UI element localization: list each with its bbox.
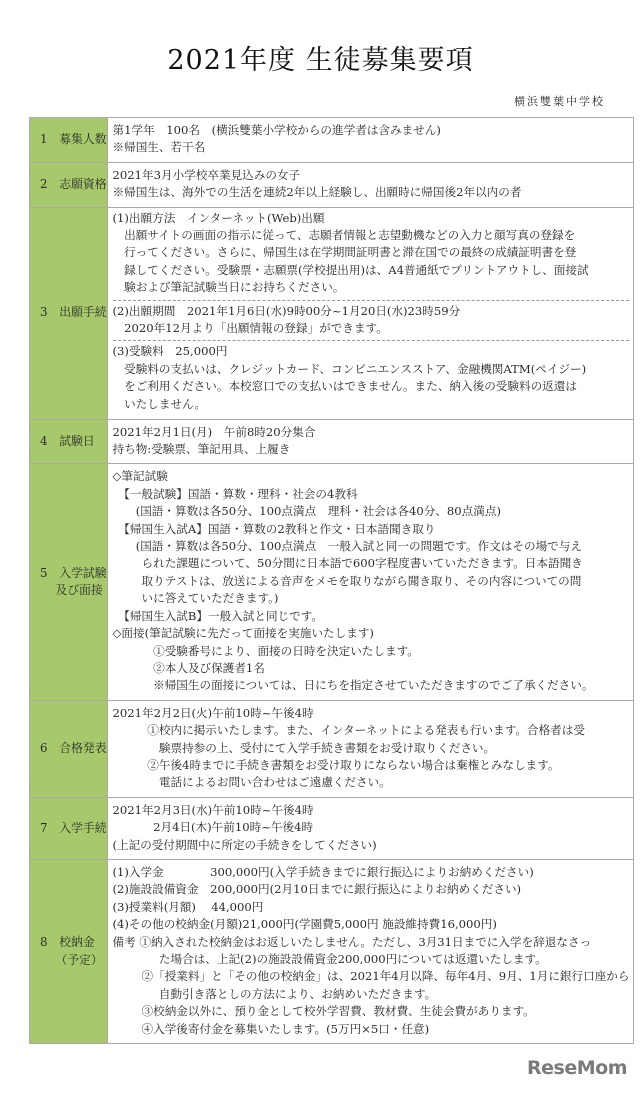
row-content — [107, 419, 634, 464]
content-line: 2020年12月より「出願情報の登録」ができます。 — [124, 321, 388, 336]
content-line: 【帰国生入試A】国語・算数の2教科と作文・日本語聞き取り — [118, 521, 436, 536]
content-line: ④入学後寄付金を募集いたします。(5万円×5口・任意) — [141, 1021, 430, 1036]
row-content — [107, 700, 634, 797]
row-content — [107, 464, 634, 700]
content-line: (4)その他の校納金(月額)21,000円(学園費5,000円 施設維持費16,000円) — [112, 917, 497, 932]
row-label-text: （予定） — [40, 952, 103, 967]
content-line: 取りテストは、放送による音声をメモを取りながら聞き取り、その内容についての問 — [141, 573, 582, 588]
content-line: 2021年2月3日(水)午前10時~午後4時 — [112, 802, 314, 817]
content-line: (3)授業料(月額) 44,000円 — [112, 899, 264, 914]
row-label-text: 1 募集人数 — [40, 132, 107, 147]
content-line: ◇筆記試験 — [112, 469, 168, 484]
row-label-text: 5 入学試験 — [40, 565, 107, 580]
content-line: ※帰国生の面接については、日にちを指定させていただきますのでご了承ください。 — [153, 678, 594, 693]
table-row — [30, 118, 634, 163]
content-line: ※帰国生、若干名 — [112, 140, 206, 155]
school-name: 横浜雙葉中学校 — [514, 95, 605, 108]
row-label-text: 及び面接 — [40, 583, 103, 598]
row-label-text: 8 校納金 — [40, 935, 95, 950]
content-line: (1)出願方法 インターネット(Web)出願 — [112, 210, 325, 225]
content-line: られた課題について、50分間に日本語で600字程度書いていただきます。日本語聞き — [141, 556, 583, 571]
row-label — [30, 419, 108, 464]
content-line: いに答えていただきます。) — [141, 591, 279, 606]
row-label-text: 6 合格発表 — [40, 741, 107, 756]
table-row — [30, 859, 634, 1043]
content-line: 備考 ①納入された校納金はお返しいたしません。ただし、3月31日までに入学を辞退なさっ — [112, 934, 592, 949]
content-block — [113, 300, 630, 341]
row-label — [30, 118, 108, 163]
row-label-text: 4 試験日 — [40, 433, 95, 448]
content-block — [113, 208, 630, 300]
content-line: (2)出願期間 2021年1月6日(水)9時00分~1月20日(水)23時59分 — [112, 303, 461, 318]
table-row — [30, 797, 634, 859]
row-label-text: 2 志願資格 — [40, 177, 107, 192]
content-block — [113, 703, 630, 795]
content-line: ②本人及び保護者1名 — [153, 660, 265, 675]
content-line: 【一般試験】国語・算数・理科・社会の4教科 — [118, 486, 358, 501]
row-content — [107, 859, 634, 1043]
content-block — [113, 340, 630, 416]
content-block — [113, 120, 630, 160]
table-row — [30, 700, 634, 797]
table-row — [30, 464, 634, 700]
table-row — [30, 207, 634, 419]
content-line: 2021年2月2日(火)午前10時~午後4時 — [112, 705, 314, 720]
content-line: 第1学年 100名 (横浜雙葉小学校からの進学者は含みません) — [112, 123, 441, 137]
content-line: (2)施設設備資金 200,000円(2月10日までに銀行振込によりお納めください) — [112, 882, 522, 897]
content-line: ※帰国生は、海外での生活を連続2年以上経験し、出願時に帰国後2年以内の者 — [112, 185, 522, 200]
content-line: ③校納金以外に、預り金として校外学習費、教材費、生徒会費があります。 — [141, 1004, 535, 1019]
row-label-text: 7 入学手続 — [40, 820, 107, 835]
content-line: (国語・算数は各50分、100点満点 一般入試と同一の問題です。作文はその場で与え — [135, 539, 582, 554]
table-row — [30, 162, 634, 207]
content-line: 出願サイトの画面の指示に従って、志願者情報と志望動機などの入力と顔写真の登録を — [124, 228, 576, 243]
row-label — [30, 207, 108, 419]
content-line: (国語・算数は各50分、100点満点 理科・社会は各40分、80点満点) — [135, 504, 501, 519]
content-line: ②「授業料」と「その他の校納金」は、2021年4月以降、毎年4月、9月、1月に銀行口座から — [141, 969, 630, 984]
row-label — [30, 700, 108, 797]
content-line: (3)受験料 25,000円 — [112, 344, 228, 359]
content-line: 2021年2月1日(月) 午前8時20分集合 — [112, 424, 316, 439]
content-line: 受験料の支払いは、クレジットカード、コンビニエンスストア、金融機関ATM(ペイジー) — [124, 361, 587, 376]
content-line: 2月4日(木)午前10時~午後4時 — [153, 820, 314, 835]
content-line: 【帰国生入試B】一般入試と同じです。 — [118, 608, 323, 623]
content-line: ①校内に掲示いたします。また、インターネットによる発表も行います。合格者は受 — [147, 723, 585, 738]
content-line: ①受験番号により、面接の日時を決定いたします。 — [153, 643, 419, 658]
content-line: (1)入学金 300,000円(入学手続きまでに銀行振込によりお納めください) — [112, 864, 534, 879]
content-line: (上記の受付期間中に所定の手続きをしてください) — [112, 837, 377, 852]
row-label — [30, 797, 108, 859]
row-content — [107, 207, 634, 419]
row-label-text: 3 出願手続 — [40, 305, 107, 320]
page-title: 2021年度 生徒募集要項 — [167, 45, 474, 76]
content-line: 行ってください。さらに、帰国生は在学期間証明書と滞在国での最終の成績証明書を登 — [124, 245, 577, 260]
row-content — [107, 162, 634, 207]
content-block — [113, 862, 630, 1041]
content-line: いたしません。 — [124, 396, 206, 411]
content-line: ②午後4時までに手続き書類をお受け取りにならない場合は棄権とみなします。 — [147, 757, 560, 772]
content-block — [113, 800, 630, 857]
content-line: ◇面接(筆記試験に先だって面接を実施いたします) — [112, 626, 374, 641]
content-line: をご利用ください。本校窓口での支払いはできません。また、納入後の受験料の返還は — [124, 379, 577, 394]
content-line: 験票持参の上、受付にて入学手続き書類をお受け取りください。 — [158, 740, 496, 755]
row-label — [30, 162, 108, 207]
content-block — [113, 165, 630, 205]
row-label — [30, 464, 108, 700]
content-line: 自動引き落としの方法により、お納めいただきます。 — [158, 986, 437, 1001]
content-line: 2021年3月小学校卒業見込みの女子 — [112, 167, 301, 182]
table-row — [30, 419, 634, 464]
content-block — [113, 466, 630, 697]
row-label — [30, 859, 108, 1043]
content-line: 持ち物:受験票、筆記用具、上履き — [112, 442, 291, 457]
row-content — [107, 797, 634, 859]
content-line: 電話によるお問い合わせはご遠慮ください。 — [158, 775, 391, 790]
content-line: た場合は、上記(2)の施設設備資金200,000円については返還いたします。 — [158, 952, 547, 966]
content-line: 録してください。受験票・志願票(学校提出用)は、A4普通紙でプリントアウトし、面接試 — [124, 262, 589, 277]
admission-table — [29, 117, 634, 1044]
content-block — [113, 422, 630, 462]
resemom-logo: ReseMom — [527, 1057, 627, 1079]
row-content — [107, 118, 634, 163]
content-line: 験および筆記試験当日にお持ちください。 — [124, 280, 345, 295]
